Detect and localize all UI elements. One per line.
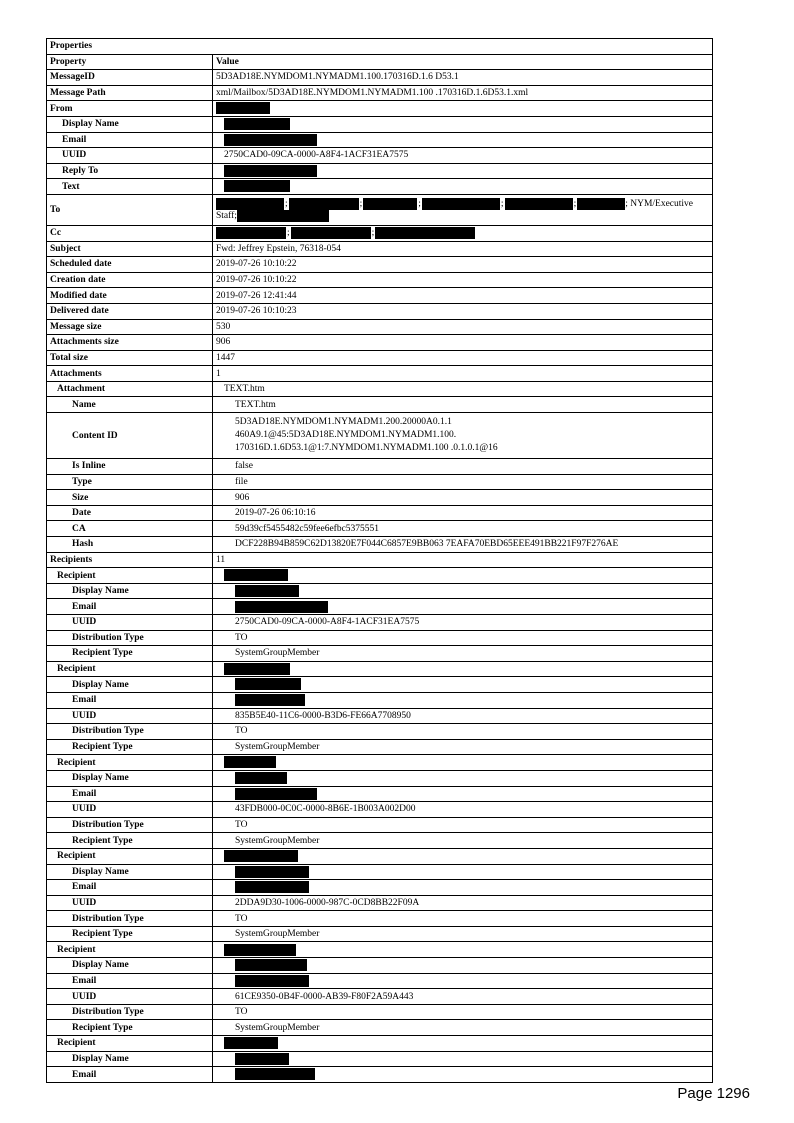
property-row bbox=[47, 552, 713, 568]
property-row bbox=[47, 70, 713, 86]
property-row bbox=[47, 864, 713, 880]
property-label-email: Email bbox=[47, 880, 213, 896]
property-value-display-name bbox=[213, 770, 713, 786]
separator: ; bbox=[287, 228, 290, 239]
property-row bbox=[47, 335, 713, 351]
property-value-to bbox=[213, 194, 713, 225]
redaction-block bbox=[235, 881, 309, 893]
property-label-name: Name bbox=[47, 397, 213, 413]
property-row bbox=[47, 1004, 713, 1020]
property-label-recipient: Recipient bbox=[47, 755, 213, 771]
separator: ; bbox=[418, 198, 421, 209]
property-value-messageid: 5D3AD18E.NYMDOM1.NYMADM1.100.170316D.1.6 D53.1 bbox=[213, 70, 713, 86]
property-row bbox=[47, 1020, 713, 1036]
property-row bbox=[47, 848, 713, 864]
property-value-name: TEXT.htm bbox=[213, 397, 713, 413]
property-value-scheduled-date: 2019-07-26 10:10:22 bbox=[213, 257, 713, 273]
property-value-uuid: 2750CAD0-09CA-0000-A8F4-1ACF31EA7575 bbox=[213, 148, 713, 164]
property-label-distribution-type: Distribution Type bbox=[47, 630, 213, 646]
to-line-1 bbox=[216, 198, 709, 210]
property-label-reply-to: Reply To bbox=[47, 163, 213, 179]
property-value-distribution-type: TO bbox=[213, 817, 713, 833]
property-label-display-name: Display Name bbox=[47, 958, 213, 974]
redaction-block bbox=[235, 959, 307, 971]
property-label-display-name: Display Name bbox=[47, 677, 213, 693]
property-label-display-name: Display Name bbox=[47, 583, 213, 599]
property-label-scheduled-date: Scheduled date bbox=[47, 257, 213, 273]
redaction-block bbox=[224, 118, 290, 130]
content-id-line: 460A9.1@45:5D3AD18E.NYMDOM1.NYMADM1.100. bbox=[235, 430, 457, 441]
property-value-email bbox=[213, 692, 713, 708]
property-row bbox=[47, 397, 713, 413]
redaction-block bbox=[235, 788, 317, 800]
property-value-uuid: 43FDB000-0C0C-0000-8B6E-1B003A002D00 bbox=[213, 802, 713, 818]
property-row bbox=[47, 646, 713, 662]
property-value-display-name bbox=[213, 677, 713, 693]
property-label-display-name: Display Name bbox=[47, 770, 213, 786]
property-value-email bbox=[213, 880, 713, 896]
property-row bbox=[47, 132, 713, 148]
property-value-email bbox=[213, 132, 713, 148]
property-label-uuid: UUID bbox=[47, 895, 213, 911]
property-value-attachments-size: 906 bbox=[213, 335, 713, 351]
property-value-size: 906 bbox=[213, 490, 713, 506]
property-row bbox=[47, 911, 713, 927]
property-label-recipient: Recipient bbox=[47, 848, 213, 864]
redaction-block bbox=[224, 180, 290, 192]
property-label-distribution-type: Distribution Type bbox=[47, 817, 213, 833]
property-row bbox=[47, 521, 713, 537]
property-label-recipient-type: Recipient Type bbox=[47, 833, 213, 849]
property-value-ca: 59d39cf5455482c59fee6efbc5375551 bbox=[213, 521, 713, 537]
property-row bbox=[47, 615, 713, 631]
redaction-block bbox=[224, 944, 296, 956]
property-label-distribution-type: Distribution Type bbox=[47, 724, 213, 740]
property-row bbox=[47, 770, 713, 786]
property-row bbox=[47, 973, 713, 989]
property-label-type: Type bbox=[47, 474, 213, 490]
separator: ; bbox=[285, 198, 288, 209]
title-row bbox=[47, 39, 713, 55]
redaction-block bbox=[235, 1068, 315, 1080]
property-label-ca: CA bbox=[47, 521, 213, 537]
property-value-type: file bbox=[213, 474, 713, 490]
property-row bbox=[47, 568, 713, 584]
property-row bbox=[47, 630, 713, 646]
redaction-block bbox=[577, 198, 625, 210]
property-row bbox=[47, 708, 713, 724]
property-value-recipient bbox=[213, 942, 713, 958]
property-label-uuid: UUID bbox=[47, 148, 213, 164]
separator: ; bbox=[371, 228, 375, 239]
redaction-block bbox=[235, 678, 301, 690]
redaction-block bbox=[224, 756, 276, 768]
property-row bbox=[47, 817, 713, 833]
property-row bbox=[47, 755, 713, 771]
property-value-display-name bbox=[213, 116, 713, 132]
property-row bbox=[47, 474, 713, 490]
redaction-block bbox=[363, 198, 417, 210]
property-label-messageid: MessageID bbox=[47, 70, 213, 86]
property-label-recipient-type: Recipient Type bbox=[47, 739, 213, 755]
property-row bbox=[47, 85, 713, 101]
property-label-recipients: Recipients bbox=[47, 552, 213, 568]
property-value-is-inline: false bbox=[213, 459, 713, 475]
redaction-block bbox=[216, 198, 284, 210]
property-label-email: Email bbox=[47, 973, 213, 989]
property-row bbox=[47, 148, 713, 164]
property-value-distribution-type: TO bbox=[213, 724, 713, 740]
property-value-email bbox=[213, 973, 713, 989]
property-label-text: Text bbox=[47, 179, 213, 195]
redaction-block bbox=[235, 694, 305, 706]
property-label-attachments-size: Attachments size bbox=[47, 335, 213, 351]
property-row bbox=[47, 739, 713, 755]
property-label-recipient: Recipient bbox=[47, 568, 213, 584]
property-row bbox=[47, 413, 713, 459]
properties-body bbox=[47, 39, 713, 1083]
property-value-uuid: 2DDA9D30-1006-0000-987C-0CD8BB22F09A bbox=[213, 895, 713, 911]
property-value-reply-to bbox=[213, 163, 713, 179]
property-row bbox=[47, 802, 713, 818]
redaction-block bbox=[422, 198, 500, 210]
property-value-distribution-type: TO bbox=[213, 1004, 713, 1020]
property-row bbox=[47, 599, 713, 615]
property-column-header: Property bbox=[47, 54, 213, 70]
value-column-header: Value bbox=[213, 54, 713, 70]
property-label-recipient-type: Recipient Type bbox=[47, 646, 213, 662]
redaction-block bbox=[224, 569, 288, 581]
separator: ; bbox=[500, 198, 504, 209]
property-value-distribution-type: TO bbox=[213, 630, 713, 646]
property-label-modified-date: Modified date bbox=[47, 288, 213, 304]
property-row bbox=[47, 1051, 713, 1067]
property-row bbox=[47, 163, 713, 179]
redaction-block bbox=[224, 165, 317, 177]
property-value-display-name bbox=[213, 864, 713, 880]
redaction-block bbox=[235, 1053, 289, 1065]
property-row bbox=[47, 692, 713, 708]
property-value-attachment: TEXT.htm bbox=[213, 381, 713, 397]
redaction-block bbox=[224, 1037, 278, 1049]
property-label-display-name: Display Name bbox=[47, 116, 213, 132]
property-value-recipient-type: SystemGroupMember bbox=[213, 739, 713, 755]
property-value-display-name bbox=[213, 583, 713, 599]
redaction-block bbox=[224, 850, 298, 862]
property-value-display-name bbox=[213, 958, 713, 974]
property-value-recipient-type: SystemGroupMember bbox=[213, 1020, 713, 1036]
property-label-recipient: Recipient bbox=[47, 942, 213, 958]
property-label-email: Email bbox=[47, 786, 213, 802]
property-value-email bbox=[213, 599, 713, 615]
property-value-recipient-type: SystemGroupMember bbox=[213, 926, 713, 942]
redaction-block bbox=[237, 210, 329, 222]
property-value-content-id bbox=[213, 413, 713, 459]
property-value-from bbox=[213, 101, 713, 117]
property-value-creation-date: 2019-07-26 10:10:22 bbox=[213, 272, 713, 288]
property-label-message-path: Message Path bbox=[47, 85, 213, 101]
to-staff-text: Staff; bbox=[216, 211, 237, 222]
property-value-email bbox=[213, 786, 713, 802]
property-row bbox=[47, 303, 713, 319]
property-row bbox=[47, 319, 713, 335]
redaction-block bbox=[216, 102, 270, 114]
property-row bbox=[47, 724, 713, 740]
redaction-block bbox=[289, 198, 359, 210]
property-value-uuid: 61CE9350-0B4F-0000-AB39-F80F2A59A443 bbox=[213, 989, 713, 1005]
property-label-uuid: UUID bbox=[47, 802, 213, 818]
property-row bbox=[47, 537, 713, 553]
redaction-block bbox=[375, 227, 475, 239]
property-value-email bbox=[213, 1067, 713, 1083]
redaction-block bbox=[224, 663, 290, 675]
property-label-size: Size bbox=[47, 490, 213, 506]
property-row bbox=[47, 942, 713, 958]
redaction-block bbox=[291, 227, 371, 239]
property-row bbox=[47, 490, 713, 506]
property-label-date: Date bbox=[47, 505, 213, 521]
property-row bbox=[47, 225, 713, 241]
property-row bbox=[47, 366, 713, 382]
to-line-2 bbox=[216, 210, 709, 222]
property-row bbox=[47, 895, 713, 911]
redaction-block bbox=[505, 198, 573, 210]
property-row bbox=[47, 661, 713, 677]
page-number: Page 1296 bbox=[677, 1085, 750, 1102]
property-row bbox=[47, 288, 713, 304]
redaction-block bbox=[235, 772, 287, 784]
property-label-distribution-type: Distribution Type bbox=[47, 911, 213, 927]
property-label-uuid: UUID bbox=[47, 989, 213, 1005]
property-label-uuid: UUID bbox=[47, 615, 213, 631]
content-id-line: 170316D.1.6D53.1@1:7.NYMDOM1.NYMADM1.100 .0.1.0.1@16 bbox=[235, 443, 498, 454]
redaction-block bbox=[235, 866, 309, 878]
property-label-email: Email bbox=[47, 1067, 213, 1083]
property-label-recipient: Recipient bbox=[47, 661, 213, 677]
property-value-delivered-date: 2019-07-26 10:10:23 bbox=[213, 303, 713, 319]
property-value-message-path: xml/Mailbox/5D3AD18E.NYMDOM1.NYMADM1.100 .170316D.1.6D53.1.xml bbox=[213, 85, 713, 101]
property-row bbox=[47, 880, 713, 896]
property-label-attachments: Attachments bbox=[47, 366, 213, 382]
property-value-uuid: 2750CAD0-09CA-0000-A8F4-1ACF31EA7575 bbox=[213, 615, 713, 631]
property-label-display-name: Display Name bbox=[47, 1051, 213, 1067]
property-value-modified-date: 2019-07-26 12:41:44 bbox=[213, 288, 713, 304]
property-value-cc bbox=[213, 225, 713, 241]
property-row bbox=[47, 101, 713, 117]
property-label-subject: Subject bbox=[47, 241, 213, 257]
property-value-recipient-type: SystemGroupMember bbox=[213, 833, 713, 849]
redaction-block bbox=[216, 227, 286, 239]
property-label-to: To bbox=[47, 194, 213, 225]
property-value-recipient bbox=[213, 848, 713, 864]
property-value-recipient bbox=[213, 1036, 713, 1052]
property-value-uuid: 835B5E40-11C6-0000-B3D6-FE66A7708950 bbox=[213, 708, 713, 724]
property-label-uuid: UUID bbox=[47, 708, 213, 724]
property-row bbox=[47, 583, 713, 599]
property-label-content-id: Content ID bbox=[47, 413, 213, 459]
separator: ; bbox=[573, 198, 577, 209]
to-tail-text: ; NYM/Executive bbox=[625, 198, 694, 209]
property-row bbox=[47, 116, 713, 132]
property-row bbox=[47, 194, 713, 225]
property-row bbox=[47, 989, 713, 1005]
redaction-block bbox=[235, 585, 299, 597]
properties-table bbox=[46, 38, 713, 1083]
property-value-text bbox=[213, 179, 713, 195]
property-row bbox=[47, 459, 713, 475]
property-row bbox=[47, 1036, 713, 1052]
header-row bbox=[47, 54, 713, 70]
content-id-line: 5D3AD18E.NYMDOM1.NYMADM1.200.20000A0.1.1 bbox=[235, 417, 452, 428]
property-label-total-size: Total size bbox=[47, 350, 213, 366]
property-row bbox=[47, 926, 713, 942]
property-label-recipient-type: Recipient Type bbox=[47, 1020, 213, 1036]
property-value-distribution-type: TO bbox=[213, 911, 713, 927]
property-label-is-inline: Is Inline bbox=[47, 459, 213, 475]
property-value-attachments: 1 bbox=[213, 366, 713, 382]
property-label-email: Email bbox=[47, 132, 213, 148]
property-value-subject: Fwd: Jeffrey Epstein, 76318-054 bbox=[213, 241, 713, 257]
property-row bbox=[47, 350, 713, 366]
property-value-message-size: 530 bbox=[213, 319, 713, 335]
property-label-from: From bbox=[47, 101, 213, 117]
property-value-date: 2019-07-26 06:10:16 bbox=[213, 505, 713, 521]
property-row bbox=[47, 241, 713, 257]
table-title: Properties bbox=[47, 39, 713, 55]
property-label-delivered-date: Delivered date bbox=[47, 303, 213, 319]
property-label-email: Email bbox=[47, 692, 213, 708]
redaction-block bbox=[235, 975, 309, 987]
separator: ; bbox=[359, 198, 363, 209]
property-label-attachment: Attachment bbox=[47, 381, 213, 397]
property-label-message-size: Message size bbox=[47, 319, 213, 335]
property-label-distribution-type: Distribution Type bbox=[47, 1004, 213, 1020]
property-value-recipient bbox=[213, 568, 713, 584]
property-label-display-name: Display Name bbox=[47, 864, 213, 880]
property-label-recipient-type: Recipient Type bbox=[47, 926, 213, 942]
property-label-email: Email bbox=[47, 599, 213, 615]
property-row bbox=[47, 505, 713, 521]
property-value-total-size: 1447 bbox=[213, 350, 713, 366]
property-row bbox=[47, 179, 713, 195]
property-value-recipient bbox=[213, 755, 713, 771]
redaction-block bbox=[235, 601, 328, 613]
property-label-creation-date: Creation date bbox=[47, 272, 213, 288]
property-label-cc: Cc bbox=[47, 225, 213, 241]
property-label-recipient: Recipient bbox=[47, 1036, 213, 1052]
property-row bbox=[47, 677, 713, 693]
property-row bbox=[47, 257, 713, 273]
redaction-block bbox=[224, 134, 317, 146]
property-value-recipient bbox=[213, 661, 713, 677]
property-value-hash: DCF228B94B859C62D13820E7F044C6857E9BB063 7EAFA70EBD65EEE491BB221F97F276AE bbox=[213, 537, 713, 553]
property-row bbox=[47, 272, 713, 288]
property-value-recipient-type: SystemGroupMember bbox=[213, 646, 713, 662]
property-label-hash: Hash bbox=[47, 537, 213, 553]
property-row bbox=[47, 786, 713, 802]
property-value-display-name bbox=[213, 1051, 713, 1067]
property-row bbox=[47, 958, 713, 974]
property-value-recipients: 11 bbox=[213, 552, 713, 568]
property-row bbox=[47, 1067, 713, 1083]
property-row bbox=[47, 833, 713, 849]
property-row bbox=[47, 381, 713, 397]
